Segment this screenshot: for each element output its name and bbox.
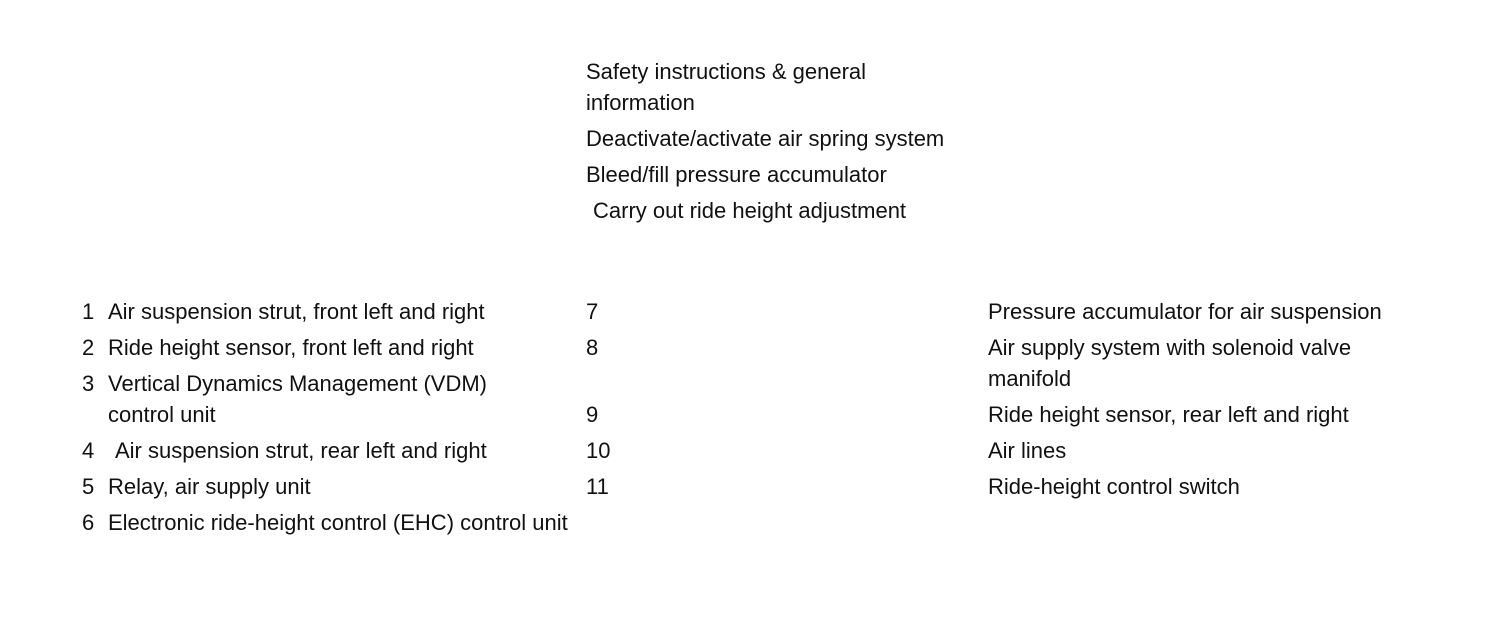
legend-row-8 (586, 332, 1486, 394)
legend-number: 7 (586, 299, 599, 324)
legend-number: 3 (82, 371, 95, 396)
legend-number: 9 (586, 402, 599, 427)
legend-number: 11 (586, 474, 609, 499)
legend-description: Pressure accumulator for air suspension (988, 299, 1382, 324)
legend-row-9 (586, 399, 1486, 430)
legend-number: 6 (82, 510, 95, 535)
legend-row-11 (586, 471, 1486, 502)
legend-row-7 (586, 296, 1486, 327)
legend-right-column (586, 296, 1486, 507)
legend-row-5 (0, 471, 580, 502)
legend-description: Air supply system with solenoid valve manifold (988, 335, 1352, 391)
legend-row-1 (0, 296, 580, 327)
legend-description: Air lines (988, 438, 1067, 463)
legend-number: 5 (82, 474, 95, 499)
legend-left-column (0, 296, 580, 543)
legend-row-4 (0, 435, 580, 466)
legend-number: 8 (586, 335, 599, 360)
link-bleed-fill-accumulator[interactable]: Bleed/fill pressure accumulator (586, 162, 887, 187)
legend-row-6 (0, 507, 580, 538)
link-deactivate-activate-air-spring[interactable]: Deactivate/activate air spring system (586, 126, 945, 151)
legend-number: 1 (82, 299, 95, 324)
legend-description: Vertical Dynamics Management (VDM) control unit (108, 371, 488, 427)
link-ride-height-adjustment[interactable]: Carry out ride height adjustment (593, 198, 907, 223)
legend-row-10 (586, 435, 1486, 466)
legend-description: Relay, air supply unit (108, 474, 311, 499)
legend-row-2 (0, 332, 580, 363)
legend-description: Air suspension strut, front left and right (108, 299, 485, 324)
legend-description: Ride height sensor, rear left and right (988, 402, 1349, 427)
related-links-list (586, 56, 946, 231)
legend-number: 4 (82, 438, 95, 463)
legend-description: Ride-height control switch (988, 474, 1240, 499)
legend-number: 2 (82, 335, 95, 360)
legend-description: Air suspension strut, rear left and right (115, 438, 487, 463)
legend-description: Ride height sensor, front left and right (108, 335, 474, 360)
legend-description: Electronic ride-height control (EHC) control unit (108, 510, 568, 535)
legend-number: 10 (586, 438, 611, 463)
legend-row-3 (0, 368, 580, 430)
link-safety-instructions[interactable]: Safety instructions & general information (586, 59, 867, 115)
